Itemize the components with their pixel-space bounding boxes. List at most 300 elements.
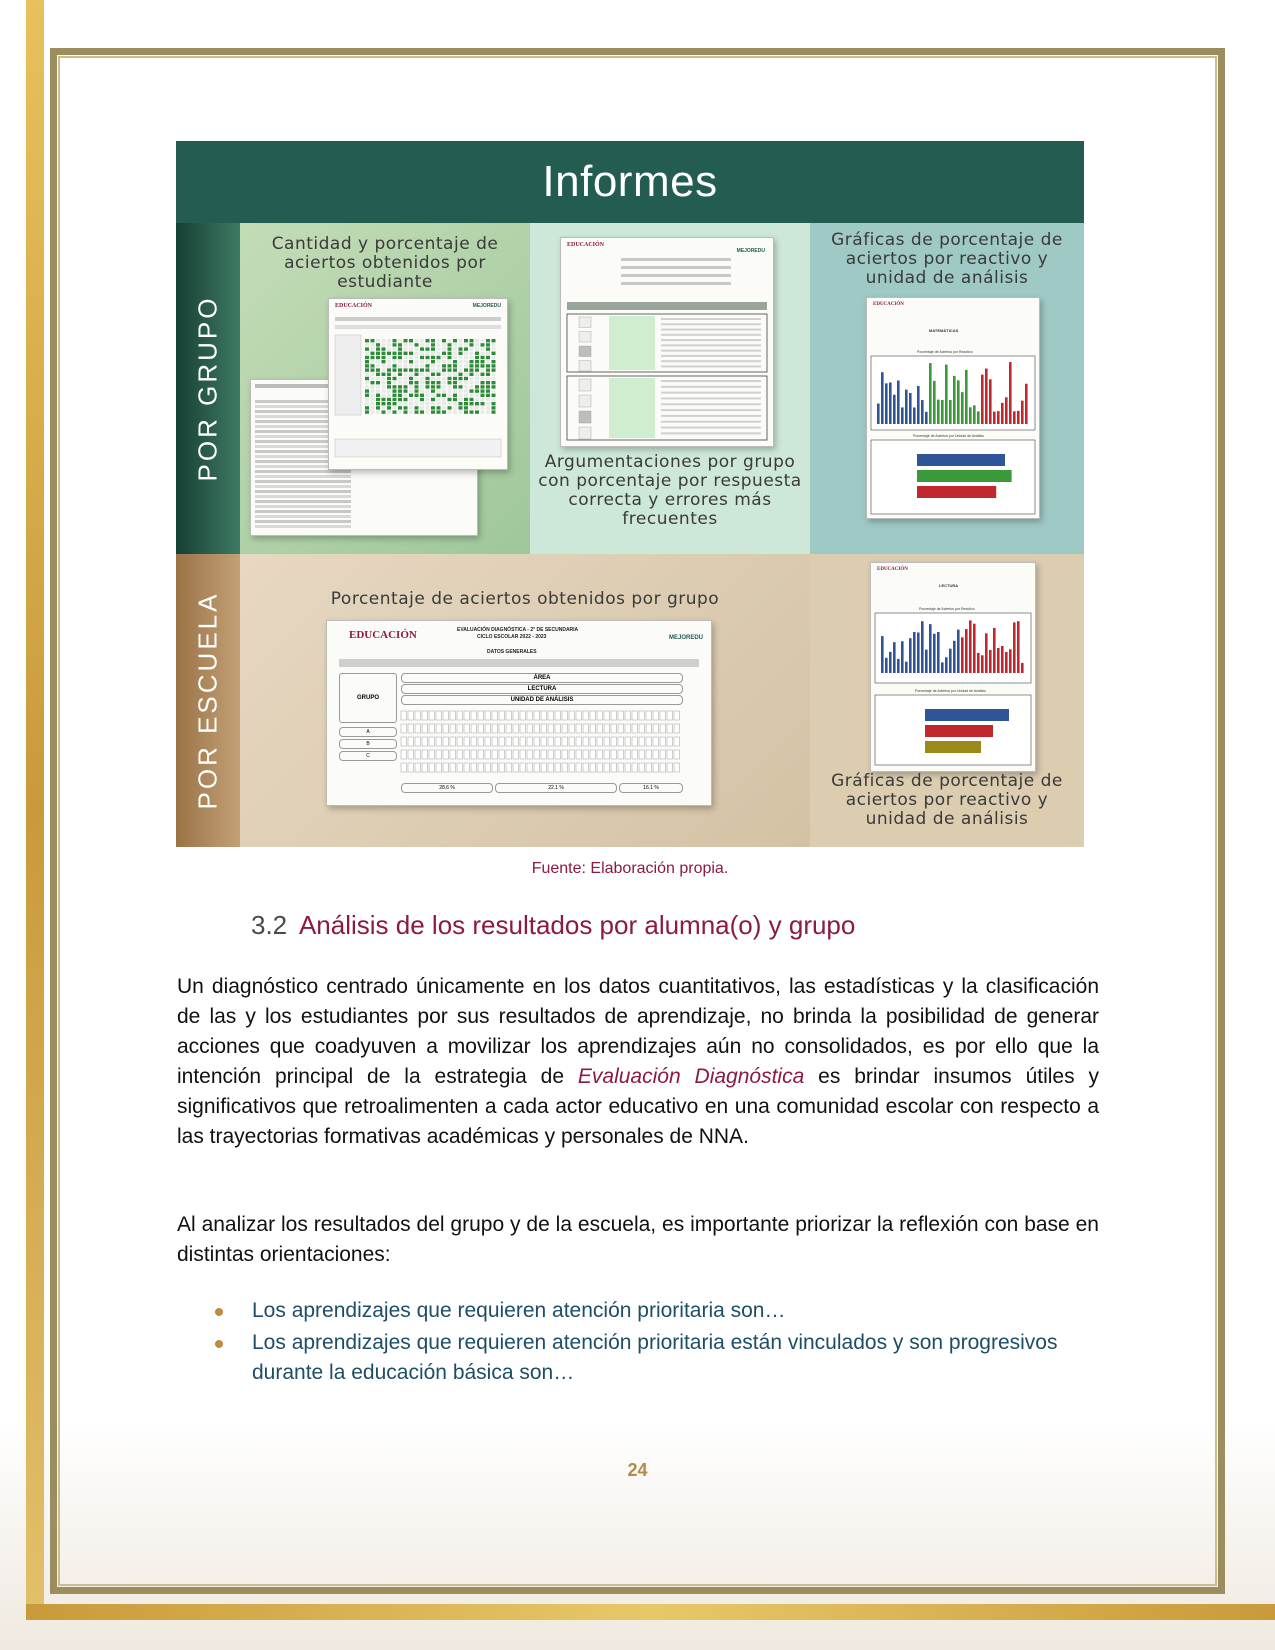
answer-cell [459,385,463,388]
band-por-escuela-label: POR ESCUELA [192,591,223,810]
answer-cell [448,364,452,367]
answer-cell [470,377,474,380]
answer-cell [404,364,408,367]
answer-cell [453,389,457,392]
answer-cell [415,389,419,392]
answer-cell [453,377,457,380]
option-cell [579,411,591,423]
answer-cell [431,406,435,409]
list-item-text: Los aprendizajes que requieren atención prioritaria están vinculados y son progresivos durante la educación básica son… [252,1331,1058,1384]
bullet-dot [215,1308,223,1316]
answer-cell [475,360,479,363]
percentage-cell [436,724,442,733]
brand-educacion: EDUCACIÓN [335,303,373,309]
answer-cell [415,356,419,359]
percentage-cell [639,711,645,720]
percentage-cell [464,711,470,720]
answer-cell [475,343,479,346]
percentage-cell [597,763,603,772]
student-row [255,510,351,513]
percentage-cell [506,724,512,733]
answer-cell [481,389,485,392]
answer-cell [404,343,408,346]
school-area: ÁREA [401,673,683,683]
percentage-cell [443,750,449,759]
band-por-grupo-label: POR GRUPO [192,295,223,482]
answer-cell [398,389,402,392]
percentage-cell [646,724,652,733]
answer-cell [426,352,430,355]
answer-cell [376,368,380,371]
percentage-cell [415,724,421,733]
percentage-cell [478,737,484,746]
name-column [335,335,361,415]
answer-cell [481,377,485,380]
answer-cell [371,352,375,355]
answer-cell [437,377,441,380]
percentage-cell [408,711,414,720]
percentage-cell [604,737,610,746]
answer-cell [415,398,419,401]
answer-cell [415,377,419,380]
percentage-cell [583,737,589,746]
answer-cell [437,368,441,371]
percentage-cell [667,750,673,759]
percentage-cell [583,750,589,759]
answer-cell [459,377,463,380]
answer-cell [409,377,413,380]
percentage-cell [625,750,631,759]
percentage-cell [485,711,491,720]
percentage-cell [583,711,589,720]
reactivo-bar [937,400,940,424]
answer-cell [398,394,402,397]
answer-cell [442,368,446,371]
answer-cell [387,360,391,363]
answer-cell [393,373,397,376]
percentage-cell [576,724,582,733]
answer-cell [371,385,375,388]
answer-cell [459,394,463,397]
answer-cell [398,381,402,384]
answer-cell [398,410,402,413]
percentage-cell [632,763,638,772]
percentage-cell [667,724,673,733]
answer-cell [420,343,424,346]
section-heading [251,910,855,941]
answer-cell [486,352,490,355]
header-field [621,274,731,277]
answer-cell [442,402,446,405]
answer-cell [409,339,413,342]
answer-cell [453,364,457,367]
answer-cell [420,347,424,350]
answer-cell [393,389,397,392]
answer-cell [376,410,380,413]
answer-cell [398,347,402,350]
reactivo-bar [913,632,916,673]
answer-cell [475,373,479,376]
answer-cell [464,352,468,355]
percentage-cell [555,737,561,746]
percentage-cell [534,763,540,772]
answer-cell [387,347,391,350]
figure-source: Fuente: Elaboración propia. [531,860,729,877]
percentage-cell [485,763,491,772]
answer-cell [453,347,457,350]
answer-cell [442,394,446,397]
student-row [255,485,351,488]
correct-answer-column [609,316,655,370]
answer-cell [387,406,391,409]
answer-cell [409,402,413,405]
answer-cell [470,368,474,371]
reactivo-bar [949,400,952,424]
answer-cell [420,368,424,371]
percentage-cell [590,711,596,720]
percentage-cell [576,737,582,746]
percentage-cell [401,724,407,733]
answer-cell [475,385,479,388]
answer-cell [404,360,408,363]
answer-cell [442,389,446,392]
percentage-cell [541,711,547,720]
answer-cell [382,352,386,355]
answer-cell [448,377,452,380]
percentage-cell [443,763,449,772]
answer-cell [398,364,402,367]
percentage-cell [611,750,617,759]
percentage-cell [653,737,659,746]
answer-cell [404,356,408,359]
percentage-cell [569,737,575,746]
answer-cell [393,339,397,342]
answer-cell [420,394,424,397]
reactivo-bar [893,642,896,673]
answer-cell [409,373,413,376]
answer-cell [365,364,369,367]
student-row [255,470,351,473]
answer-cell [376,339,380,342]
percentage-cell [632,711,638,720]
caption-porcentaje-grupo: Porcentaje de aciertos obtenidos por grupo [330,589,720,609]
answer-cell [382,385,386,388]
answer-cell [448,352,452,355]
answer-cell [387,394,391,397]
percentage-cell [415,750,421,759]
answer-cell [442,364,446,367]
percentage-cell [422,763,428,772]
percentage-cell [597,724,603,733]
answer-cell [382,410,386,413]
chart-title-unidad-c: Porcentaje de Aciertos por Unidad de Análisis [913,434,984,438]
answer-cell [448,347,452,350]
percentage-cell [625,737,631,746]
percentage-cell [408,750,414,759]
evaluacion-diagnostica-emphasis: Evaluación Diagnóstica [577,1065,805,1088]
reactivo-bar [925,412,928,424]
reactivo-bar [905,662,908,673]
answer-cell [404,352,408,355]
answer-cell [486,389,490,392]
answer-cell [470,402,474,405]
percentage-cell [422,724,428,733]
percentage-cell [639,737,645,746]
answer-cell [481,402,485,405]
answer-cell [365,385,369,388]
answer-cell [365,347,369,350]
argument-text-line [661,386,761,388]
answer-cell [387,402,391,405]
answer-cell [398,398,402,401]
student-row [255,480,351,483]
percentage-cell [667,737,673,746]
answer-cell [442,410,446,413]
answer-cell [404,394,408,397]
answer-cell [393,402,397,405]
percentage-cell [604,750,610,759]
answer-cell [475,339,479,342]
percentage-cell [548,750,554,759]
answer-cell [442,381,446,384]
answer-cell [398,385,402,388]
answer-cell [420,385,424,388]
answer-cell [376,406,380,409]
percentage-cell [499,724,505,733]
list-item [210,1328,1070,1388]
school-name-field [339,659,699,667]
answer-cell [442,373,446,376]
cell-graficas-escuela [810,554,1084,847]
answer-cell [492,389,496,392]
answer-cell [464,339,468,342]
argument-text-line [661,409,761,411]
reactivo-bar [889,652,892,673]
answer-cell [492,364,496,367]
answer-cell [464,394,468,397]
answer-cell [415,373,419,376]
answer-cell [376,356,380,359]
answer-cell [470,352,474,355]
percentage-cell [562,724,568,733]
percentage-cell [485,750,491,759]
percentage-cell [639,763,645,772]
reactivo-bar [1001,646,1004,673]
answer-cell [371,377,375,380]
answer-cell [426,406,430,409]
answer-cell [481,385,485,388]
answer-cell [492,410,496,413]
answer-cell [448,368,452,371]
list-item [210,1296,1070,1326]
answer-cell [387,381,391,384]
percentage-cell [443,737,449,746]
answer-cell [453,394,457,397]
unidad-bar [917,470,1012,482]
percentage-cell [639,724,645,733]
answer-cell [448,385,452,388]
answer-cell [481,343,485,346]
percentage-cell [646,711,652,720]
reactivo-bar [981,375,984,424]
brand-mejoredu-b: MEJOREDU [736,248,765,254]
answer-cell [376,402,380,405]
percentage-cell [478,763,484,772]
brand-educacion-e: EDUCACIÓN [877,567,908,572]
percentage-cell [597,711,603,720]
percentage-cell [569,724,575,733]
reactivo-bar [961,637,964,673]
answer-cell [475,352,479,355]
student-row [255,475,351,478]
informes-figure [176,141,1084,847]
percentage-cell [464,750,470,759]
percentage-cell [450,763,456,772]
answer-cell [426,398,430,401]
reactivo-bar [985,633,988,673]
answer-cell [415,385,419,388]
percentage-cell [527,711,533,720]
answer-cell [481,381,485,384]
answer-cell [475,377,479,380]
answer-cell [420,389,424,392]
answer-cell [431,381,435,384]
percentage-cell [534,750,540,759]
answer-cell [470,356,474,359]
answer-cell [404,398,408,401]
school-total-1: 28.6 % [401,783,493,793]
answer-cell [371,394,375,397]
brand-mejoredu: MEJOREDU [472,303,501,309]
answer-cell [431,385,435,388]
percentage-cell [548,711,554,720]
answer-cell [393,364,397,367]
answer-cell [365,381,369,384]
reactivo-bar [1009,362,1012,424]
answer-cell [426,360,430,363]
answer-cell [371,381,375,384]
answer-cell [393,343,397,346]
answer-cell [404,385,408,388]
reactivo-bar [1017,411,1020,424]
percentage-cell [583,763,589,772]
answer-cell [459,389,463,392]
answer-cell [387,398,391,401]
orientations-list [210,1296,1070,1390]
percentage-cell [520,763,526,772]
answer-cell [404,410,408,413]
answer-cell [475,364,479,367]
answer-cell [404,339,408,342]
answer-cell [415,339,419,342]
answer-cell [431,339,435,342]
percentage-cell [471,711,477,720]
answer-cell [442,377,446,380]
answer-cell [459,406,463,409]
brand-mejoredu-d: MEJOREDU [668,635,703,641]
percentage-cell [513,750,519,759]
item-block [567,376,767,440]
paragraph-orientaciones: Al analizar los resultados del grupo y de la escuela, es importante priorizar la reflexión con base en distintas orientaciones: [177,1213,1099,1266]
answer-cell [448,339,452,342]
percentage-cell [499,737,505,746]
percentage-cell [667,711,673,720]
answer-cell [415,410,419,413]
percentage-cell [548,724,554,733]
percentage-cell [597,737,603,746]
percentage-cell [625,763,631,772]
school-charts-thumbnail [870,562,1036,772]
reactivo-bar [977,653,980,673]
answer-cell [475,356,479,359]
school-report-thumbnail [326,620,712,806]
answer-cell [470,385,474,388]
reactivo-bar [1021,663,1024,673]
answer-cell [486,385,490,388]
answer-cell [382,360,386,363]
answer-cell [387,373,391,376]
answer-cell [437,410,441,413]
answer-cell [453,398,457,401]
school-lectura: LECTURA [401,684,683,694]
school-row-b: B [339,739,397,749]
percentage-cell [471,724,477,733]
answer-cell [426,373,430,376]
answer-cell [459,398,463,401]
reactivo-bar [953,641,956,673]
student-row [255,495,351,498]
reactivo-bar [921,400,924,424]
reactivo-bar [1013,622,1016,673]
reactivo-bar [933,381,936,424]
answer-cell [393,410,397,413]
reactivo-bar [989,650,992,673]
percentage-cell [527,724,533,733]
answer-cell [470,364,474,367]
school-eval-header: EVALUACIÓN DIAGNÓSTICA - 2° DE SECUNDARIA [457,627,579,633]
answer-cell [426,410,430,413]
percentage-cell [401,737,407,746]
answer-cell [404,381,408,384]
answer-cell [409,381,413,384]
answer-cell [481,406,485,409]
percentage-cell [408,763,414,772]
answer-cell [415,402,419,405]
answer-cell [486,402,490,405]
answer-cell [409,356,413,359]
answer-cell [492,402,496,405]
answer-cell [459,343,463,346]
answer-cell [393,356,397,359]
answer-cell [371,398,375,401]
option-cell [579,361,591,372]
argument-text-line [661,339,761,341]
percentage-cell [436,737,442,746]
caption-graficas-grupo: Gráficas de porcentaje de aciertos por reactivo y unidad de análisis [831,230,1063,288]
percentage-cell [513,724,519,733]
school-row-a: A [339,727,397,737]
percentage-cell [625,711,631,720]
reactivo-bar [965,370,968,424]
answer-cell [470,406,474,409]
answer-cell [387,377,391,380]
answer-cell [437,352,441,355]
percentage-cell [639,750,645,759]
bullet-dot [215,1340,223,1348]
answer-cell [393,398,397,401]
reactivo-bar [945,365,948,424]
reactivo-bar [977,411,980,424]
